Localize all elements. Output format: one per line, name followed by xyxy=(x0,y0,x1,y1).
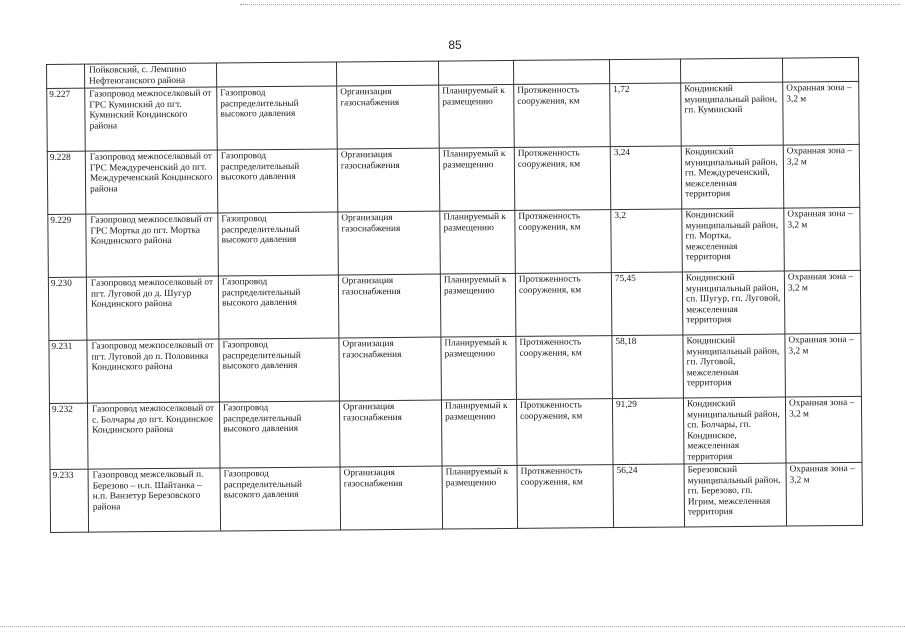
cell-zone: Охранная зона – 3,2 м xyxy=(784,207,861,271)
cell-zone: Охранная зона – 3,2 м xyxy=(783,144,860,208)
cell-number: 9.231 xyxy=(49,340,88,403)
cell-value: 58,18 xyxy=(612,335,684,399)
cell-name: Газопровод межселковый п. Березово – н.п. Шайтанка – н.п. Ванзетур Березовского района xyxy=(88,468,221,532)
cell-purpose: Организация газоснабжения xyxy=(337,85,440,149)
document-table-container xyxy=(46,57,862,533)
cell-type: Газопровод распределительный высокого давления xyxy=(219,401,340,468)
cell-location: Кондинский муниципальный район, гп. Луговой, межселенная территория xyxy=(683,334,786,398)
cell-status: Планируемый к размещению xyxy=(441,336,517,400)
cell-characteristic: Протяженность сооружения, км xyxy=(515,273,612,337)
cell-zone: Охранная зона – 3,2 м xyxy=(786,462,863,526)
cell-number xyxy=(47,64,85,88)
cell-zone: Охранная зона – 3,2 м xyxy=(785,333,862,397)
table-row xyxy=(49,396,862,469)
cell-type xyxy=(216,62,336,87)
cell-value: 1,72 xyxy=(610,83,682,147)
cell-value: 3,24 xyxy=(610,146,682,210)
cell-type: Газопровод распределительный высокого давления xyxy=(218,212,339,276)
scan-artifact-bottom xyxy=(0,626,905,630)
cell-location: Кондинский муниципальный район, сп. Болчары, гп. Кондинское, межселенная территория xyxy=(683,397,786,464)
scan-artifact-top xyxy=(240,4,900,7)
cell-status: Планируемый к размещению xyxy=(439,84,515,148)
cell-name: Газопровод межпоселковый от ГРС Куминский до пгт. Куминский Кондинского района xyxy=(85,87,218,151)
cell-characteristic: Протяженность сооружения, км xyxy=(516,399,613,466)
cell-characteristic xyxy=(513,60,609,85)
cell-purpose: Организация газоснабжения xyxy=(338,274,441,338)
cell-zone: Охранная зона – 3,2 м xyxy=(784,270,861,334)
cell-number: 9.232 xyxy=(49,403,88,469)
cell-location: Кондинский муниципальный район, гп. Мортка, межселенная территория xyxy=(682,208,785,272)
cell-value: 91,29 xyxy=(612,398,684,465)
cell-number: 9.233 xyxy=(50,469,89,532)
cell-purpose: Организация газоснабжения xyxy=(339,337,442,401)
cell-location: Березовский муниципальный район, гп. Березово, гп. Игрим, межселенная территория xyxy=(684,463,787,527)
cell-name: Газопровод межпоселковый от ГРС Междуреченский до пгт. Междуреченский Кондинского района xyxy=(85,150,218,214)
cell-name: Газопровод межпоселковый от пгт. Луговой до п. Половинка Кондинского района xyxy=(87,339,220,403)
cell-purpose xyxy=(336,61,438,86)
cell-name: Пойковский, с. Лемпино Нефтеюганского района xyxy=(85,63,217,88)
cell-purpose: Организация газоснабжения xyxy=(337,148,440,212)
cell-number: 9.228 xyxy=(47,151,86,214)
cell-status: Планируемый к размещению xyxy=(440,273,516,337)
cell-purpose: Организация газоснабжения xyxy=(339,400,442,467)
table-row xyxy=(48,270,861,340)
cell-location: Кондинский муниципальный район, сп. Шугур, гп. Луговой, межселенная территория xyxy=(682,271,785,335)
gas-pipeline-table xyxy=(46,57,863,533)
cell-name: Газопровод межпоселковый от с. Болчары до пгт. Кондинское Кондинского района xyxy=(87,402,220,469)
cell-characteristic: Протяженность сооружения, км xyxy=(514,147,611,211)
table-row xyxy=(47,144,860,214)
cell-name: Газопровод межпоселковый от ГРС Мортка до пгт. Мортка Кондинского района xyxy=(86,213,219,277)
cell-status: Планируемый к размещению xyxy=(440,210,516,274)
table-body xyxy=(47,57,863,532)
cell-characteristic: Протяженность сооружения, км xyxy=(516,336,613,400)
cell-name: Газопровод межпоселковый от пгт. Луговой до д. Шугур Кондинского района xyxy=(86,276,219,340)
cell-type: Газопровод распределительный высокого давления xyxy=(217,149,338,213)
cell-characteristic: Протяженность сооружения, км xyxy=(515,210,612,274)
cell-zone xyxy=(782,57,858,82)
cell-location: Кондинский муниципальный район, гп. Куминский xyxy=(681,82,784,146)
cell-value: 75,45 xyxy=(611,272,683,336)
cell-purpose: Организация газоснабжения xyxy=(338,211,441,275)
cell-type: Газопровод распределительный высокого давления xyxy=(217,86,338,150)
cell-characteristic: Протяженность сооружения, км xyxy=(517,465,614,529)
page-number: 85 xyxy=(448,38,462,52)
table-row xyxy=(50,462,863,532)
cell-status: Планируемый к размещению xyxy=(442,465,518,529)
cell-number: 9.227 xyxy=(47,88,86,151)
cell-status xyxy=(438,60,513,85)
cell-characteristic: Протяженность сооружения, км xyxy=(514,84,611,148)
cell-value xyxy=(609,59,680,84)
cell-number: 9.230 xyxy=(48,277,87,340)
cell-zone: Охранная зона – 3,2 м xyxy=(783,81,860,145)
table-row xyxy=(48,207,861,277)
table-row xyxy=(47,81,860,151)
cell-location: Кондинский муниципальный район, гп. Междуреченский, межселенная территория xyxy=(681,145,784,209)
cell-purpose: Организация газоснабжения xyxy=(340,466,443,530)
cell-value: 3,2 xyxy=(611,209,683,273)
cell-type: Газопровод распределительный высокого давления xyxy=(219,338,340,402)
cell-zone: Охранная зона – 3,2 м xyxy=(785,396,862,463)
cell-value: 56,24 xyxy=(613,464,685,528)
cell-status: Планируемый к размещению xyxy=(441,399,517,466)
cell-location xyxy=(680,58,782,83)
cell-status: Планируемый к размещению xyxy=(439,147,515,211)
cell-type: Газопровод распределительный высокого давления xyxy=(218,275,339,339)
table-row xyxy=(49,333,862,403)
cell-type: Газопровод распределительный высокого давления xyxy=(220,467,341,531)
cell-number: 9.229 xyxy=(48,214,87,277)
